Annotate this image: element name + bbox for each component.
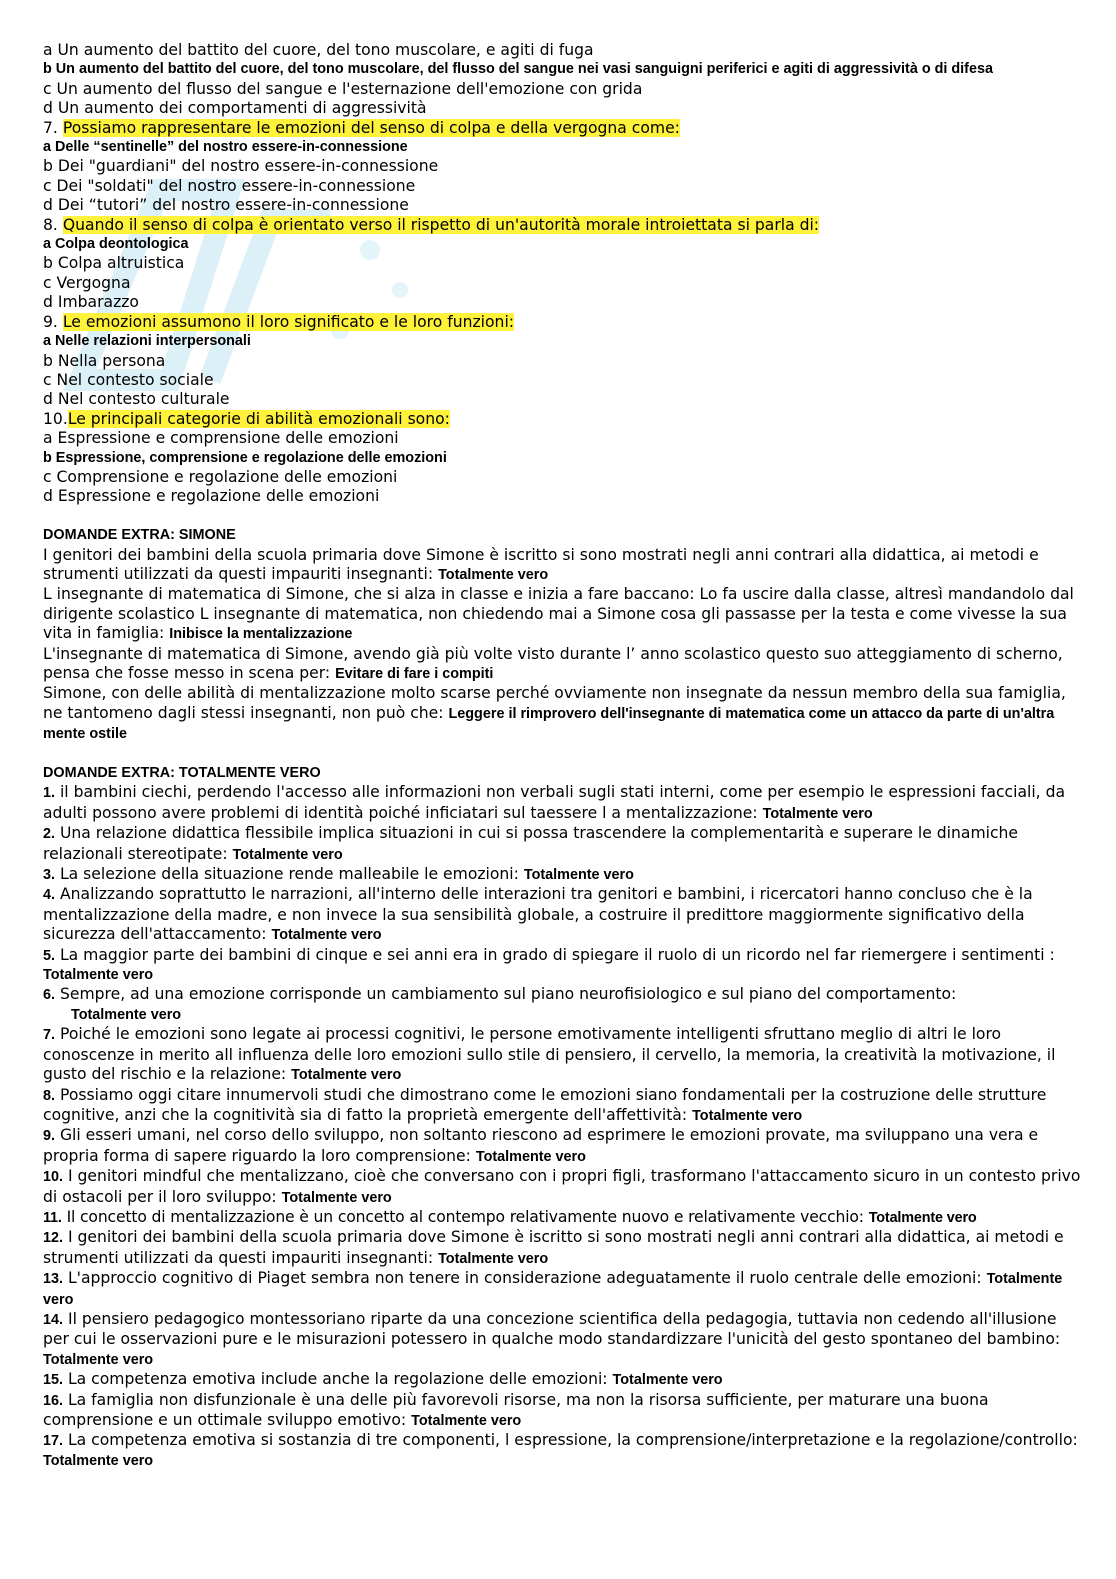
vero-item-number: 3.: [43, 867, 56, 884]
q9-option-c: c Nel contesto sociale: [43, 370, 214, 389]
vero-item-answer: Totalmente vero: [232, 846, 343, 863]
vero-item-number: 14.: [43, 1311, 64, 1328]
vero-item: [43, 1431, 1083, 1451]
q7-option-a-correct: a Delle “sentinelle” del nostro essere-in-connessione: [43, 139, 408, 156]
vero-item: [43, 1126, 1083, 1167]
vero-item: [43, 1269, 1083, 1310]
vero-item-number: 2.: [43, 826, 56, 843]
vero-item-answer: Totalmente vero: [868, 1209, 977, 1226]
vero-item-answer: Totalmente vero: [612, 1372, 723, 1389]
document-page: [43, 41, 1083, 1471]
vero-item-text: I genitori dei bambini della scuola primaria dove Simone è iscritto si sono mostrati negli anni contrari alla didattica, ai metodi e strumenti utilizzati da questi impauriti insegnanti:: [43, 1228, 1064, 1267]
vero-item-number: 11.: [43, 1209, 62, 1226]
vero-item-text: La maggior parte dei bambini di cinque e sei anni era in grado di spiegare il ruolo di un ricordo nel far riemergere i sentimenti :: [55, 945, 1055, 964]
q9-option-a-correct: a Nelle relazioni interpersonali: [43, 333, 251, 350]
vero-item-answer: Totalmente vero: [291, 1067, 402, 1084]
q10-question: [43, 410, 1083, 429]
q7-question-text: Possiamo rappresentare le emozioni del senso di colpa e della vergogna come:: [62, 118, 680, 137]
vero-item: [43, 1391, 1083, 1432]
q10-question-text: Le principali categorie di abilità emozionali sono:: [67, 409, 450, 428]
q8-question: [43, 216, 1083, 235]
q7-option-c: c Dei "soldati" del nostro essere-in-connessione: [43, 176, 416, 195]
q6-option-b-correct: b Un aumento del battito del cuore, del tono muscolare, del flusso del sangue nei vasi sanguigni periferici e agiti di aggressività o di difesa: [43, 61, 993, 78]
vero-item-text: Possiamo oggi citare innumervoli studi che dimostrano come le emozioni siano fondamentali per la costruzione delle strutture cognitive, anzi che la cognitività sia di fatto la proprietà emergente dell'affettività:: [43, 1085, 1047, 1124]
q7-option-d: d Dei “tutori” del nostro essere-in-connessione: [43, 196, 409, 215]
q8-question-text: Quando il senso di colpa è orientato verso il rispetto di un'autorità morale introiettata si parla di:: [62, 215, 820, 234]
q9-question: [43, 313, 1083, 332]
vero-item-number: 17.: [43, 1433, 64, 1450]
vero-item-answer: Totalmente vero: [475, 1148, 586, 1165]
vero-item: [43, 1310, 1083, 1370]
vero-item: [43, 1370, 1083, 1390]
vero-item-text: La competenza emotiva include anche la regolazione delle emozioni:: [63, 1370, 613, 1389]
q8-option-c: c Vergogna: [43, 273, 131, 292]
vero-item-answer: Totalmente vero: [43, 1452, 154, 1469]
vero-item-answer: Totalmente vero: [692, 1107, 803, 1124]
vero-item-text: L'approccio cognitivo di Piaget sembra non tenere in considerazione adeguatamente il ruolo centrale delle emozioni:: [63, 1269, 987, 1288]
vero-item-text: Poiché le emozioni sono legate ai processi cognitivi, le persone emotivamente intelligenti sfruttano meglio di altri le loro conoscenze in merito all influenza delle loro emozioni sullo stile di pensiero, il cervello, la memoria, la creatività la motivazione, il gusto del rischio e la relazione:: [43, 1025, 1056, 1084]
simone-item-text: L insegnante di matematica di Simone, che si alza in classe e inizia a fare baccano: Lo fa uscire dalla classe, altresì mandandolo dal dirigente scolastico L insegnante di matematica, non chiedendo mai a Simone cosa gli passasse per la testa e come vivesse la sua vita in famiglia:: [43, 585, 1074, 643]
vero-item-answer: Totalmente vero: [71, 1006, 182, 1023]
simone-item-text: I genitori dei bambini della scuola primaria dove Simone è iscritto si sono mostrati negli anni contrari alla didattica, ai metodi e strumenti utilizzati da questi impauriti insegnanti:: [43, 545, 1039, 583]
vero-item-number: 12.: [43, 1230, 64, 1247]
vero-item-number: 5.: [43, 947, 56, 964]
vero-item-text: Il concetto di mentalizzazione è un concetto al contempo relativamente nuovo e relativamente vecchio:: [61, 1207, 869, 1226]
vero-item-answer: Totalmente vero: [43, 1351, 154, 1368]
q6-option-c: c Un aumento del flusso del sangue e l'esternazione dell'emozione con grida: [43, 79, 643, 98]
vero-item-number: 16.: [43, 1392, 64, 1409]
vero-item: [43, 946, 1083, 966]
simone-section-heading: DOMANDE EXTRA: SIMONE: [43, 527, 236, 544]
q7-number: 7.: [43, 118, 58, 137]
vero-item-answer: Totalmente vero: [438, 1250, 549, 1267]
vero-item: [43, 1086, 1083, 1127]
vero-item: [43, 985, 1083, 1005]
vero-item-number: 9.: [43, 1128, 56, 1145]
vero-item-number: 8.: [43, 1087, 56, 1104]
vero-item-answer: Totalmente vero: [43, 1271, 1063, 1308]
simone-item-answer: Inibisce la mentalizzazione: [169, 626, 353, 643]
q6-option-a: a Un aumento del battito del cuore, del tono muscolare, e agiti di fuga: [43, 41, 594, 59]
vero-item-number: 10.: [43, 1169, 64, 1186]
vero-item-number: 13.: [43, 1271, 64, 1288]
vero-item: [43, 1208, 1083, 1228]
simone-item: [43, 645, 1083, 685]
q9-question-text: Le emozioni assumono il loro significato e le loro funzioni:: [62, 312, 515, 331]
q10-option-d: d Espressione e regolazione delle emozioni: [43, 487, 380, 506]
vero-item-answer: Totalmente vero: [281, 1189, 392, 1206]
q10-option-b-correct: b Espressione, comprensione e regolazione delle emozioni: [43, 449, 447, 466]
q9-option-b: b Nella persona: [43, 351, 166, 370]
q7-option-b: b Dei "guardiani" del nostro essere-in-connessione: [43, 157, 439, 176]
simone-item-answer: Totalmente vero: [438, 566, 549, 583]
q8-number: 8.: [43, 215, 58, 234]
q10-number: 10.: [43, 409, 68, 428]
vero-item: [43, 1025, 1083, 1085]
vero-item-text: il bambini ciechi, perdendo l'accesso alle informazioni non verbali sugli stati interni, come per esempio le espressioni facciali, da adulti possono avere problemi di identità poiché inficiatari sul taessere l a mentalizzazione:: [43, 783, 1066, 822]
simone-item: [43, 684, 1083, 744]
vero-item: [43, 824, 1083, 865]
vero-item-number: 15.: [43, 1372, 64, 1389]
q8-option-b: b Colpa altruistica: [43, 254, 185, 273]
vero-item: [43, 1228, 1083, 1269]
vero-item-answer: Totalmente vero: [523, 867, 634, 884]
vero-item-number: 1.: [43, 785, 56, 802]
vero-item-number: 6.: [43, 987, 56, 1004]
q10-option-a: a Espressione e comprensione delle emozioni: [43, 429, 399, 448]
vero-item-answer: Totalmente vero: [271, 927, 382, 944]
vero-item: [43, 865, 1083, 885]
vero-item-number: 4.: [43, 887, 56, 904]
vero-section-heading: DOMANDE EXTRA: TOTALMENTE VERO: [43, 765, 321, 781]
vero-item-answer: Totalmente vero: [411, 1413, 522, 1429]
vero-item-text: I genitori mindful che mentalizzano, cioè che conversano con i propri figli, trasformano l'attaccamento sicuro in un contesto privo di ostacoli per il loro sviluppo:: [43, 1167, 1081, 1206]
vero-item-text: La selezione della situazione rende malleabile le emozioni:: [55, 865, 524, 884]
simone-item: [43, 585, 1083, 644]
vero-item-text: Analizzando soprattutto le narrazioni, all'interno delle interazioni tra genitori e bambini, i ricercatori hanno concluso che è la mentalizzazione della madre, e non invece la sua sensibilità globale, a costruire il predittore maggiormente significativo della sicurezza dell'attaccamento:: [43, 885, 1033, 944]
vero-item: [43, 885, 1083, 945]
vero-item-text: Gli esseri umani, nel corso dello sviluppo, non soltanto riescono ad esprimere le emozioni provate, ma sviluppano una vera e propria forma di sapere riguardo la loro comprensione:: [43, 1126, 1039, 1165]
vero-item-number: 7.: [43, 1027, 56, 1044]
vero-item-text: Il pensiero pedagogico montessoriano riparte da una concezione scientifica della pedagogia, tuttavia non cedendo all'illusione per cui le osservazioni pure e le misurazioni potessero in qualche modo standardizzare l'unicità del gesto spontaneo del bambino:: [43, 1309, 1061, 1349]
simone-item: [43, 546, 1083, 586]
vero-item: [43, 1167, 1083, 1208]
q8-option-d: d Imbarazzo: [43, 293, 139, 312]
q9-number: 9.: [43, 312, 58, 331]
vero-item-answer: Totalmente vero: [43, 967, 154, 984]
vero-item-text: Una relazione didattica flessibile implica situazioni in cui si possa trascendere la complementarità e superare le dinamiche relazionali stereotipate:: [43, 824, 1019, 863]
q10-option-c: c Comprensione e regolazione delle emozioni: [43, 467, 398, 486]
simone-item-text: Simone, con delle abilità di mentalizzazione molto scarse perché ovviamente non insegnate da nessun membro della sua famiglia, ne tantomeno dagli stessi insegnanti, non può che:: [43, 684, 1066, 722]
q6-option-d: d Un aumento dei comportamenti di aggressività: [43, 99, 427, 118]
simone-item-text: L'insegnante di matematica di Simone, avendo già più volte visto durante l’ anno scolastico questo suo atteggiamento di scherno, pensa che fosse messo in scena per:: [43, 644, 1063, 682]
simone-item-answer: Leggere il rimprovero dell'insegnante di matematica come un attacco da parte di un'altra mente ostile: [43, 705, 1055, 743]
simone-item-answer: Evitare di fare i compiti: [335, 665, 494, 682]
vero-item: [43, 783, 1083, 824]
q8-option-a-correct: a Colpa deontologica: [43, 236, 189, 253]
vero-item-answer: Totalmente vero: [762, 805, 873, 822]
vero-item-text: La famiglia non disfunzionale è una delle più favorevoli risorse, ma non la risorsa sufficiente, per maturare una buona comprensione e un ottimale sviluppo emotivo:: [43, 1390, 989, 1429]
q7-question: [43, 119, 1083, 138]
q9-option-d: d Nel contesto culturale: [43, 390, 230, 409]
vero-item-text: Sempre, ad una emozione corrisponde un cambiamento sul piano neurofisiologico e sul piano del comportamento:: [55, 985, 957, 1004]
vero-item-text: La competenza emotiva si sostanzia di tre componenti, l espressione, la comprensione/interpretazione e la regolazione/controllo:: [63, 1431, 1078, 1450]
